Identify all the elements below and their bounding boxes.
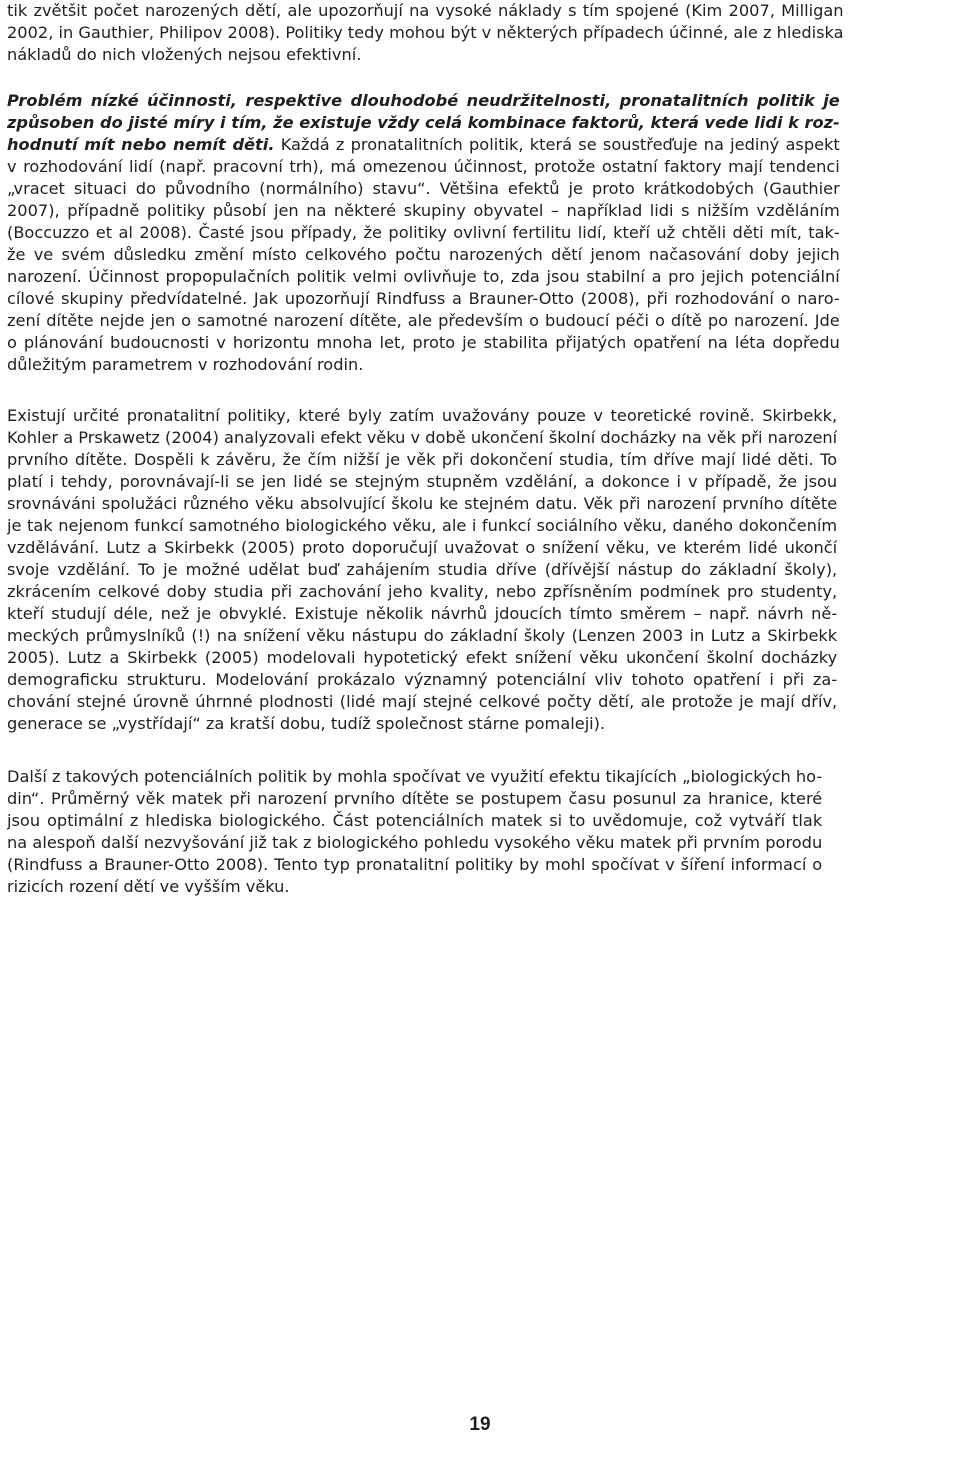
text-line: nákladů do nich vložených nejsou efektivní. (7, 45, 362, 64)
text-line: cílové skupiny předvídatelné. Jak upozorňují Rindfuss a Brauner-Otto (2008), při rozhodování o naro- (7, 289, 840, 308)
emphasis-line: Problém nízké účinnosti, respektive dlouhodobé neudržitelnosti, pronatalitních politik je (7, 91, 840, 110)
text-line: v rozhodování lidí (např. pracovní trh), má omezenou účinnost, protože ostatní faktory mají tendenci (7, 157, 840, 176)
text-line: meckých průmyslníků (!) na snížení věku nástupu do základní školy (Lenzen 2003 in Lutz a Skirbekk (7, 626, 838, 645)
paragraph-2 (7, 90, 840, 376)
text-line: na alespoň další nezvyšování již tak z biologického pohledu vysokého věku matek při prvním porodu (7, 833, 823, 852)
paragraph-4 (7, 766, 822, 898)
text-line: narození. Účinnost propopulačních politik velmi ovlivňuje to, zda jsou stabilní a pro jejich potenciální (7, 267, 840, 286)
text-line: tik zvětšit počet narozených dětí, ale upozorňují na vysoké náklady s tím spojené (Kim 2007, Milligan (7, 1, 844, 20)
text-line: rizicích rození dětí ve vyšším věku. (7, 877, 290, 896)
text-line: (Rindfuss a Brauner-Otto 2008). Tento typ pronatalitní politiky by mohl spočívat v šíření informací o (7, 855, 823, 874)
paragraph-1 (7, 0, 844, 66)
emphasis-text: hodnutí mít nebo nemít děti. (7, 135, 275, 154)
text-line: 2005). Lutz a Skirbekk (2005) modelovali hypotetický efekt snížení věku ukončení školní docházky (7, 648, 838, 667)
text-line: jsou optimální z hlediska biologického. Část potenciálních matek si to uvědomuje, což vytváří tlak (7, 811, 823, 830)
text-line: že ve svém důsledku změní místo celkového počtu narozených dětí jenom načasování doby jejich (7, 245, 840, 264)
text-line: srovnáváni spolužáci různého věku absolvující školu ke stejném datu. Věk při narození prvního dítěte (7, 494, 838, 513)
text-line: svoje vzdělání. To je možné udělat buď zahájením studia dříve (dřívější nástup do základní školy), (7, 560, 838, 579)
text-line: zení dítěte nejde jen o samotné narození dítěte, ale především o budoucí péči o dítě po narození. Jde (7, 311, 840, 330)
regular-text: Každá z pronatalitních politik, která se soustřeďuje na jediný aspekt (274, 135, 840, 154)
text-line: „vracet situaci do původního (normálního) stavu“. Většina efektů je proto krátkodobých (Gauthier (7, 179, 840, 198)
text-line: (Boccuzzo et al 2008). Časté jsou případy, že politiky ovlivní fertilitu lidí, kteří už chtěli děti mít, tak- (7, 223, 840, 242)
text-line: důležitým parametrem v rozhodování rodin. (7, 355, 364, 374)
text-line: prvního dítěte. Dospěli k závěru, že čím nižší je věk při dokončení studia, tím dříve mají lidé děti. To (7, 450, 838, 469)
text-line: vzdělávání. Lutz a Skirbekk (2005) proto doporučují uvažovat o snížení věku, ve kterém lidé ukončí (7, 538, 838, 557)
text-line: Existují určité pronatalitní politiky, které byly zatím uvažovány pouze v teoretické rovině. Skirbekk, (7, 406, 838, 425)
page-number: 19 (469, 1414, 491, 1435)
text-line: Kohler a Prskawetz (2004) analyzovali efekt věku v době ukončení školní docházky na věk při narození (7, 428, 838, 447)
text-line: 2007), případně politiky působí jen na některé skupiny obyvatel – například lidi s nižším vzděláním (7, 201, 840, 220)
text-line: chování stejné úrovně úhrnné plodnosti (lidé mají stejné celkové počty dětí, ale protože je mají dřív, (7, 692, 838, 711)
text-line: Další z takových potenciálních politik by mohla spočívat ve využití efektu tikajících „biologických ho- (7, 767, 823, 786)
text-line: din“. Průměrný věk matek při narození prvního dítěte se postupem času posunul za hranice, které (7, 789, 823, 808)
emphasis-line: způsoben do jisté míry i tím, že existuje vždy celá kombinace faktorů, která vede lidi k roz- (7, 113, 840, 132)
mixed-line (7, 134, 840, 156)
text-line: je tak nejenom funkcí samotného biologického věku, ale i funkcí sociálního věku, daného dokončením (7, 516, 838, 535)
text-line: kteří studují déle, než je obvyklé. Existuje několik návrhů jdoucích tímto směrem – např. návrh ně- (7, 604, 838, 623)
text-line: zkrácením celkové doby studia při zachování jeho kvality, nebo zpřísněním podmínek pro studenty, (7, 582, 838, 601)
text-line: generace se „vystřídají“ za kratší dobu, tudíž společnost stárne pomaleji). (7, 714, 606, 733)
paragraph-3 (7, 405, 837, 735)
text-line: demograficku strukturu. Modelování prokázalo významný potenciální vliv tohoto opatření i při za- (7, 670, 838, 689)
text-line: platí i tehdy, porovnávají-li se jen lidé se stejným stupněm vzdělání, a dokonce i v případě, že jsou (7, 472, 838, 491)
text-line: 2002, in Gauthier, Philipov 2008). Politiky tedy mohou být v některých případech účinné, ale z hlediska (7, 23, 844, 42)
text-line: o plánování budoucnosti v horizontu mnoha let, proto je stabilita přijatých opatření na léta dopředu (7, 333, 840, 352)
